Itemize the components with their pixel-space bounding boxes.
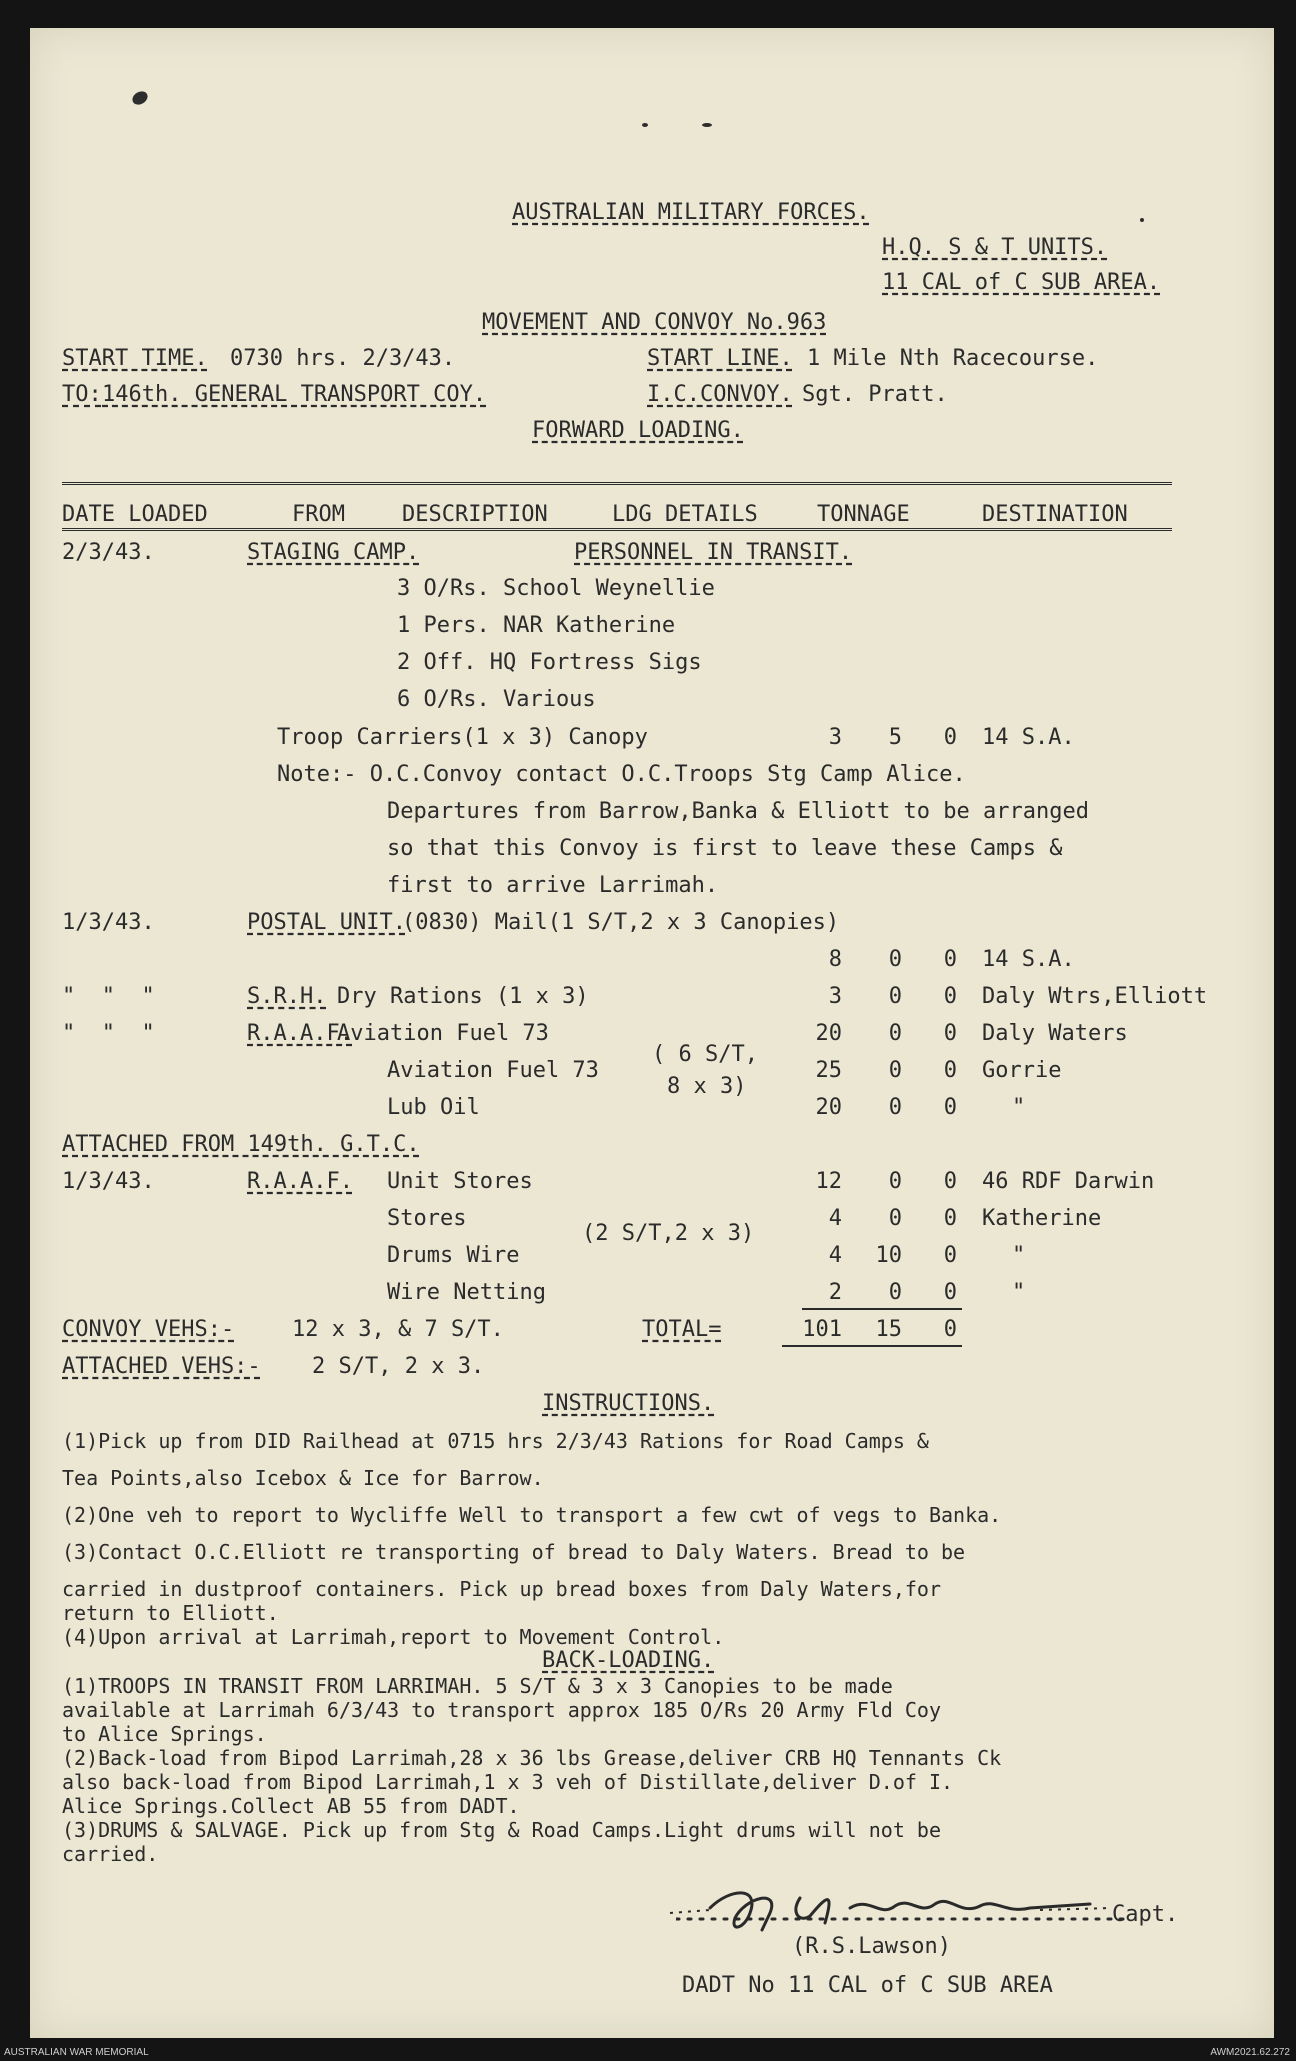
raaf-dest: Gorrie bbox=[982, 1058, 1062, 1083]
paper-mark bbox=[130, 89, 150, 107]
raaf-ldg-2: 8 x 3) bbox=[667, 1074, 747, 1099]
instruction-line: (4)Upon arrival at Larrimah,report to Movement Control. bbox=[62, 1625, 725, 1649]
start-line-value: 1 Mile Nth Racecourse. bbox=[807, 346, 1099, 371]
archive-footer bbox=[0, 2045, 1296, 2061]
raaf-cwt: 0 bbox=[888, 1021, 902, 1046]
back-loading-line: to Alice Springs. bbox=[62, 1722, 267, 1746]
staging-from: STAGING CAMP. bbox=[247, 540, 420, 565]
attached-heading: ATTACHED FROM 149th. G.T.C. bbox=[62, 1132, 420, 1157]
raaf-ldg: ( 6 S/T, bbox=[652, 1042, 758, 1067]
troop-cwt: 5 bbox=[888, 725, 902, 750]
attached-cwt: 0 bbox=[888, 1280, 902, 1305]
staging-note: Note:- O.C.Convoy contact O.C.Troops Stg Camp Alice. bbox=[277, 762, 966, 787]
srh-ditto: " " " bbox=[62, 984, 155, 1009]
attached-cwt: 10 bbox=[875, 1243, 902, 1268]
raaf-desc: Aviation Fuel 73 bbox=[387, 1058, 599, 1083]
area-heading: 11 CAL of C SUB AREA. bbox=[882, 270, 1161, 295]
attached-from: R.A.A.F. bbox=[247, 1169, 353, 1194]
raaf-qtr: 0 bbox=[943, 1021, 957, 1046]
instruction-line: (1)Pick up from DID Railhead at 0715 hrs 2/3/43 Rations for Road Camps & bbox=[62, 1429, 929, 1453]
attached-dest: " bbox=[1012, 1280, 1026, 1305]
srh-qtr: 0 bbox=[943, 984, 957, 1009]
start-time-label: START TIME. bbox=[62, 346, 208, 371]
instruction-line: Tea Points,also Icebox & Ice for Barrow. bbox=[62, 1466, 544, 1490]
srh-cwt: 0 bbox=[888, 984, 902, 1009]
raaf-desc: Aviation Fuel 73 bbox=[337, 1021, 549, 1046]
raaf-tons: 25 bbox=[815, 1058, 842, 1083]
back-loading-line: also back-load from Bipod Larrimah,1 x 3 veh of Distillate,deliver D.of I. bbox=[62, 1770, 954, 1794]
attached-dest: " bbox=[1012, 1243, 1026, 1268]
raaf-desc: Lub Oil bbox=[387, 1095, 480, 1120]
attached-vehs-value: 2 S/T, 2 x 3. bbox=[312, 1354, 485, 1379]
instruction-line: return to Elliott. bbox=[62, 1601, 279, 1625]
signature-name: (R.S.Lawson) bbox=[792, 1934, 951, 1959]
postal-dest: 14 S.A. bbox=[982, 947, 1075, 972]
troop-qtr: 0 bbox=[943, 725, 957, 750]
attached-qtr: 0 bbox=[943, 1280, 957, 1305]
srh-dest: Daly Wtrs,Elliott bbox=[982, 984, 1208, 1009]
troop-tons: 3 bbox=[828, 725, 842, 750]
back-loading-line: (1)TROOPS IN TRANSIT FROM LARRIMAH. 5 S/T & 3 x 3 Canopies to be made bbox=[62, 1674, 893, 1698]
back-loading-line: carried. bbox=[62, 1842, 159, 1866]
raaf-cwt: 0 bbox=[888, 1058, 902, 1083]
raaf-qtr: 0 bbox=[943, 1058, 957, 1083]
instructions-heading: INSTRUCTIONS. bbox=[542, 1391, 715, 1416]
signature-title: DADT No 11 CAL of C SUB AREA bbox=[682, 1973, 1053, 1998]
attached-desc: Unit Stores bbox=[387, 1169, 533, 1194]
postal-from: POSTAL UNIT. bbox=[247, 910, 406, 935]
postal-date: 1/3/43. bbox=[62, 910, 155, 935]
staging-item: 1 Pers. NAR Katherine bbox=[397, 613, 676, 638]
total-qtr: 0 bbox=[943, 1317, 957, 1342]
total-rule bbox=[782, 1345, 962, 1347]
attached-tons: 12 bbox=[815, 1169, 842, 1194]
raaf-cwt: 0 bbox=[888, 1095, 902, 1120]
col-from: FROM bbox=[292, 502, 345, 527]
start-time-value: 0730 hrs. 2/3/43. bbox=[230, 346, 456, 371]
back-loading-line: (2)Back-load from Bipod Larrimah,28 x 36 lbs Grease,deliver CRB HQ Tennants Ck bbox=[62, 1746, 1002, 1770]
instruction-line: (3)Contact O.C.Elliott re transporting of bread to Daly Waters. Bread to be bbox=[62, 1540, 966, 1564]
attached-desc: Stores bbox=[387, 1206, 467, 1231]
staging-item: 6 O/Rs. Various bbox=[397, 687, 596, 712]
back-loading-heading: BACK-LOADING. bbox=[542, 1648, 715, 1673]
postal-tons: 8 bbox=[828, 947, 842, 972]
staging-item: 2 Off. HQ Fortress Sigs bbox=[397, 650, 702, 675]
raaf-dest: " bbox=[1012, 1095, 1026, 1120]
attached-cwt: 0 bbox=[888, 1206, 902, 1231]
raaf-qtr: 0 bbox=[943, 1095, 957, 1120]
start-line-label: START LINE. bbox=[647, 346, 793, 371]
staging-note: Departures from Barrow,Banka & Elliott to be arranged bbox=[387, 799, 1089, 824]
total-cwt: 15 bbox=[875, 1317, 902, 1342]
total-label: TOTAL= bbox=[642, 1317, 722, 1342]
to-label: TO: bbox=[62, 382, 102, 407]
instruction-line: carried in dustproof containers. Pick up bread boxes from Daly Waters,for bbox=[62, 1577, 941, 1601]
srh-tons: 3 bbox=[828, 984, 842, 1009]
subtotal-rule bbox=[802, 1308, 962, 1310]
srh-description: Dry Rations (1 x 3) bbox=[337, 984, 589, 1009]
attached-dest: 46 RDF Darwin bbox=[982, 1169, 1155, 1194]
attached-qtr: 0 bbox=[943, 1243, 957, 1268]
col-tonnage: TONNAGE bbox=[817, 502, 910, 527]
document-page bbox=[30, 28, 1274, 2038]
total-tons: 101 bbox=[802, 1317, 842, 1342]
srh-from: S.R.H. bbox=[247, 984, 327, 1009]
staging-description: PERSONNEL IN TRANSIT. bbox=[574, 540, 853, 565]
raaf-tons: 20 bbox=[815, 1095, 842, 1120]
header-rule-top bbox=[62, 482, 1172, 485]
back-loading-line: (3)DRUMS & SALVAGE. Pick up from Stg & Road Camps.Light drums will not be bbox=[62, 1818, 941, 1842]
header-rule-bottom bbox=[62, 528, 1172, 531]
paper-mark bbox=[702, 123, 712, 127]
col-ldg-details: LDG DETAILS bbox=[612, 502, 758, 527]
postal-cwt: 0 bbox=[888, 947, 902, 972]
attached-qtr: 0 bbox=[943, 1206, 957, 1231]
raaf-tons: 20 bbox=[815, 1021, 842, 1046]
troop-carriers: Troop Carriers(1 x 3) Canopy bbox=[277, 725, 648, 750]
archive-name: AUSTRALIAN WAR MEMORIAL bbox=[4, 2047, 149, 2058]
staging-note: so that this Convoy is first to leave these Camps & bbox=[387, 836, 1063, 861]
archive-reference: AWM2021.62.272 bbox=[1210, 2047, 1290, 2058]
signature-rank: Capt. bbox=[1112, 1902, 1179, 1927]
attached-dest: Katherine bbox=[982, 1206, 1102, 1231]
instruction-line: (2)One veh to report to Wycliffe Well to transport a few cwt of vegs to Banka. bbox=[62, 1503, 1002, 1527]
attached-vehs-label: ATTACHED VEHS:- bbox=[62, 1354, 261, 1379]
staging-date: 2/3/43. bbox=[62, 540, 155, 565]
paper-mark bbox=[1140, 218, 1144, 222]
attached-cwt: 0 bbox=[888, 1169, 902, 1194]
attached-ldg: (2 S/T,2 x 3) bbox=[582, 1221, 755, 1246]
signature-dotted-line bbox=[676, 1914, 1126, 1924]
to-value: 146th. GENERAL TRANSPORT COY. bbox=[102, 382, 487, 407]
troop-dest: 14 S.A. bbox=[982, 725, 1075, 750]
staging-note: first to arrive Larrimah. bbox=[387, 873, 719, 898]
back-loading-line: available at Larrimah 6/3/43 to transport approx 185 O/Rs 20 Army Fld Coy bbox=[62, 1698, 941, 1722]
unit-heading: H.Q. S & T UNITS. bbox=[882, 235, 1108, 260]
attached-qtr: 0 bbox=[943, 1169, 957, 1194]
attached-tons: 4 bbox=[828, 1243, 842, 1268]
forward-loading-heading: FORWARD LOADING. bbox=[532, 418, 744, 443]
attached-date: 1/3/43. bbox=[62, 1169, 155, 1194]
convoy-vehs-label: CONVOY VEHS:- bbox=[62, 1317, 235, 1342]
col-date-loaded: DATE LOADED bbox=[62, 502, 208, 527]
raaf-ditto: " " " bbox=[62, 1021, 155, 1046]
attached-tons: 2 bbox=[828, 1280, 842, 1305]
attached-tons: 4 bbox=[828, 1206, 842, 1231]
movement-title: MOVEMENT AND CONVOY No.963 bbox=[482, 310, 827, 335]
ic-convoy-label: I.C.CONVOY. bbox=[647, 382, 793, 407]
raaf-from: R.A.A.F. bbox=[247, 1021, 353, 1046]
convoy-vehs-value: 12 x 3, & 7 S/T. bbox=[292, 1317, 504, 1342]
attached-desc: Wire Netting bbox=[387, 1280, 546, 1305]
ic-convoy-value: Sgt. Pratt. bbox=[802, 382, 948, 407]
paper-mark bbox=[642, 123, 648, 127]
back-loading-line: Alice Springs.Collect AB 55 from DADT. bbox=[62, 1794, 520, 1818]
raaf-dest: Daly Waters bbox=[982, 1021, 1128, 1046]
staging-item: 3 O/Rs. School Weynellie bbox=[397, 576, 715, 601]
col-destination: DESTINATION bbox=[982, 502, 1128, 527]
postal-qtr: 0 bbox=[943, 947, 957, 972]
col-description: DESCRIPTION bbox=[402, 502, 548, 527]
attached-desc: Drums Wire bbox=[387, 1243, 520, 1268]
postal-description: (0830) Mail(1 S/T,2 x 3 Canopies) bbox=[402, 910, 840, 935]
org-heading: AUSTRALIAN MILITARY FORCES. bbox=[512, 200, 870, 225]
